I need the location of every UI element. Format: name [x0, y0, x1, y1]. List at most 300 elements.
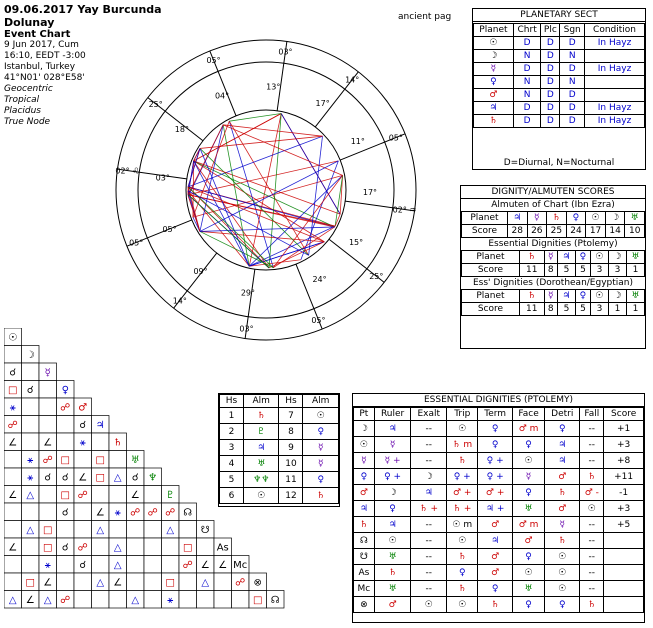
ptolemy-row — [354, 597, 644, 613]
sect-place: D — [541, 89, 560, 102]
ptolemy-cell: ♀ — [512, 485, 544, 501]
dignity-planet: ☉ — [590, 290, 608, 303]
sect-row — [474, 102, 645, 115]
aspect-symbol: ☍ — [60, 595, 71, 607]
ptolemy-cell: -- — [411, 549, 447, 565]
ptolemy-cell: ♀ — [545, 421, 580, 437]
sect-chart: D — [513, 102, 541, 115]
aspect-symbol: ☌ — [44, 472, 52, 484]
ptolemy-cell: ♀ — [354, 469, 375, 485]
ptolemy-cell: ♂ + — [478, 485, 513, 501]
aspect-line — [200, 136, 322, 148]
aspect-grid-cell — [179, 521, 197, 539]
ptolemy-cell: -- — [580, 437, 604, 453]
ptolemy-cell: +3 — [604, 437, 644, 453]
ptolemy-cell: ♀ — [478, 581, 513, 597]
ptolemy-cell: ♄ — [447, 549, 478, 565]
cusp-label: 05° — [206, 56, 221, 66]
chart-option: Placidus — [4, 106, 41, 116]
aspect-grid-cell — [4, 503, 22, 521]
aspect-grid-cell — [39, 381, 57, 399]
aspect-symbol: □ — [43, 525, 53, 537]
alm-header: Alm — [244, 395, 279, 408]
ptolemy-cell — [604, 597, 644, 613]
aspect-symbol: ☌ — [9, 367, 17, 379]
ptolemy-cell: ♄ — [545, 485, 580, 501]
house-number: 4 — [220, 456, 244, 472]
aspect-grid-cell — [109, 451, 127, 469]
ptolemy-cell: -- — [580, 453, 604, 469]
house-number: 1 — [220, 408, 244, 424]
sect-place: D — [541, 50, 560, 63]
aspect-symbol: ☌ — [79, 420, 87, 432]
planet-label: Planet — [462, 251, 520, 264]
aspect-symbol: △ — [113, 560, 122, 572]
dignity-score-row — [462, 264, 645, 277]
aspect-grid-cell — [144, 486, 162, 504]
dignity-score: 11 — [519, 264, 544, 277]
aspect-symbol: ⚹ — [167, 595, 174, 607]
aspect-symbol: □ — [165, 577, 175, 589]
aspect-symbol: □ — [25, 577, 35, 589]
aspect-grid-cell — [22, 363, 40, 381]
aspect-symbol: ☌ — [131, 472, 139, 484]
aspect-grid-cell — [127, 556, 145, 574]
aspect-grid-glyph: ♀ — [61, 385, 69, 397]
ptolemy-cell: ☉ — [545, 581, 580, 597]
ptolemy-row — [354, 437, 644, 453]
aspect-grid-glyph: ☽ — [25, 350, 35, 362]
planet-degree-label: 09° — [193, 266, 208, 276]
ptolemy-cell: ♄ + — [447, 501, 478, 517]
aspect-symbol: △ — [131, 595, 140, 607]
aspect-grid-cell — [4, 346, 22, 364]
aspect-grid-cell — [162, 556, 180, 574]
aspect-grid-cell — [57, 433, 75, 451]
ptolemy-header: Term — [478, 408, 513, 421]
aspect-symbol: □ — [183, 542, 193, 554]
dignity-score: 8 — [544, 303, 557, 316]
almuten-title: Almuten of Chart (Ibn Ezra) — [491, 200, 615, 210]
ptolemy-cell: ♂ — [512, 533, 544, 549]
ptolemy-header: Pt — [354, 408, 375, 421]
ptolemy-cell: ♀ — [478, 437, 513, 453]
ptolemy-cell — [604, 533, 644, 549]
ptolemy-cell: ♄ — [447, 453, 478, 469]
ptolemy-cell: -- — [580, 533, 604, 549]
ptolemy-cell: ♂ — [545, 501, 580, 517]
ptolemy-panel — [352, 393, 645, 623]
dignity-score: 10 — [625, 225, 645, 238]
dignity-planet-row — [462, 290, 645, 303]
sect-header: Chrt — [513, 24, 541, 37]
aspect-symbol: □ — [60, 490, 70, 502]
ptolemy-cell: ☉ — [374, 533, 411, 549]
aspect-line — [335, 175, 342, 226]
ptolemy-cell: ♂ - — [580, 485, 604, 501]
aspect-symbol: □ — [8, 385, 18, 397]
sect-sign: N — [560, 50, 585, 63]
sect-chart: N — [513, 76, 541, 89]
aspect-symbol: □ — [95, 455, 105, 467]
chart-subtitle: Event Chart — [4, 29, 71, 40]
planet-degree-label: 17° — [315, 98, 330, 108]
cusp-label: 03° — [239, 324, 254, 334]
cusp-label: 14° — [172, 296, 187, 306]
cusp-label: 05° — [388, 133, 403, 143]
aspect-grid-cell — [4, 451, 22, 469]
ptolemy-cell: -- — [411, 517, 447, 533]
ptolemy-cell: ♂ — [545, 469, 580, 485]
aspect-grid-glyph: ⊗ — [253, 577, 262, 589]
ptolemy-cell: ♄ + — [411, 501, 447, 517]
ptolemy-row — [354, 565, 644, 581]
ptolemy-cell: ♀ + — [447, 469, 478, 485]
cusp-label: 05° — [311, 315, 326, 325]
aspect-grid-cell — [109, 521, 127, 539]
house-number: 7 — [279, 408, 303, 424]
planet-degree-label: 29° — [240, 288, 256, 298]
house-number: 2 — [220, 424, 244, 440]
aspect-line — [188, 191, 309, 256]
aspect-grid-cell — [39, 416, 57, 434]
dignity-planet: ♃ — [507, 212, 527, 225]
dignity-planet-row — [462, 251, 645, 264]
aspect-grid-cell — [22, 398, 40, 416]
aspect-symbol: △ — [8, 595, 17, 607]
sect-chart: N — [513, 89, 541, 102]
ptolemy-header: Face — [512, 408, 544, 421]
sect-table — [473, 23, 645, 128]
ptolemy-cell: -- — [411, 565, 447, 581]
ptolemy-cell: ☉ — [512, 565, 544, 581]
ptolemy-header: Score — [604, 408, 644, 421]
aspect-grid-cell — [4, 521, 22, 539]
chart-option: Geocentric — [4, 84, 53, 94]
score-label: Score — [462, 225, 508, 238]
ptolemy-cell: ♂ — [478, 565, 513, 581]
cusp-label: 02° ♒ — [392, 205, 417, 215]
ptolemy-cell: +1 — [604, 421, 644, 437]
ptolemy-cell: ☽ — [354, 421, 375, 437]
ptolemy-row — [354, 421, 644, 437]
ptolemy-cell: ♃ + — [478, 501, 513, 517]
ptolemy-cell: ♀ — [478, 421, 513, 437]
aspect-grid-cell — [22, 538, 40, 556]
aspect-line — [194, 161, 250, 266]
aspect-grid-cell — [127, 538, 145, 556]
ptolemy-cell: ♃ — [545, 453, 580, 469]
aspect-symbol: ☍ — [182, 560, 193, 572]
aspect-grid-glyph: Mc — [233, 560, 248, 572]
sect-place: D — [541, 102, 560, 115]
sect-row — [474, 37, 645, 50]
ptolemy-cell: -- — [580, 549, 604, 565]
ptolemy-cell: -- — [580, 421, 604, 437]
aspect-symbol: ⚹ — [27, 455, 34, 467]
sect-chart: D — [513, 63, 541, 76]
ptolemy-cell: ♂ — [374, 597, 411, 613]
sect-planet: ☿ — [474, 63, 514, 76]
ptolemy-row — [354, 533, 644, 549]
sect-condition — [585, 89, 645, 102]
ptolemy-cell: ☽ — [374, 485, 411, 501]
ptolemy-cell: ☿ + — [374, 453, 411, 469]
ptolemy-header: Detri — [545, 408, 580, 421]
aspect-symbol: ☌ — [61, 472, 69, 484]
aspect-symbol: ∠ — [200, 560, 210, 572]
aspect-symbol: ☌ — [61, 542, 69, 554]
dignity-score: 1 — [608, 303, 626, 316]
ptolemy-cell: ♅ — [374, 581, 411, 597]
chart-time: 16:10, EEDT -3:00 — [4, 51, 86, 61]
house-number: 9 — [279, 440, 303, 456]
aspect-grid-cell — [109, 486, 127, 504]
ptolemy-cell: ♄ — [354, 517, 375, 533]
ptolemy-cell: ♀ — [545, 597, 580, 613]
house-almuten: ♃ — [244, 440, 279, 456]
score-label: Score — [462, 303, 520, 316]
ptolemy-cell: ☉ — [447, 597, 478, 613]
planet-degree-label: 11° — [350, 137, 365, 147]
dignity-score: 14 — [605, 225, 625, 238]
sect-chart: D — [513, 37, 541, 50]
dignity-score: 25 — [547, 225, 567, 238]
sect-header: Planet — [474, 24, 514, 37]
aspect-symbol: ∠ — [8, 437, 18, 449]
ptolemy-cell: ♂ + — [447, 485, 478, 501]
house-almuten: ☿ — [303, 456, 339, 472]
aspect-symbol: ☍ — [147, 507, 158, 519]
aspect-symbol: △ — [26, 490, 35, 502]
dignity-score-row — [462, 225, 645, 238]
aspect-grid-cell — [4, 556, 22, 574]
aspect-symbol: △ — [26, 525, 35, 537]
aspect-symbol: ⚹ — [44, 560, 51, 572]
aspect-grid-cell — [57, 556, 75, 574]
aspect-grid-glyph: ☉ — [8, 332, 18, 344]
ptolemy-cell: ♅ — [512, 501, 544, 517]
aspect-grid-glyph: ☿ — [44, 367, 51, 379]
aspect-symbol: ☌ — [61, 507, 69, 519]
house-almuten: ♀ — [303, 472, 339, 488]
sect-condition: In Hayz — [585, 37, 645, 50]
aspect-symbol: ⚹ — [27, 472, 34, 484]
aspect-symbol: ☌ — [26, 385, 34, 397]
sect-planet: ☉ — [474, 37, 514, 50]
aspect-grid-glyph: As — [216, 542, 229, 554]
ptolemy-row — [354, 581, 644, 597]
sect-condition: In Hayz — [585, 63, 645, 76]
dignity-planet: ☽ — [605, 212, 625, 225]
ptolemy-cell: ♃ — [478, 533, 513, 549]
sect-header: Plc — [541, 24, 560, 37]
sect-row — [474, 50, 645, 63]
aspect-symbol: ∠ — [8, 490, 18, 502]
aspect-line — [309, 136, 323, 255]
ptolemy-cell: ♃ — [545, 437, 580, 453]
planet-label: Planet — [462, 290, 520, 303]
ptolemy-cell: -- — [580, 517, 604, 533]
dignity-panel — [460, 185, 646, 349]
aspect-grid-cell — [92, 591, 110, 609]
dignity-score: 1 — [626, 264, 644, 277]
aspect-grid-glyph: ☊ — [270, 595, 280, 607]
dignity-planet: ☿ — [527, 212, 547, 225]
aspect-grid — [4, 328, 304, 624]
planet-degree-label: 17° — [362, 187, 378, 197]
dignity-score: 5 — [575, 264, 590, 277]
ptolemy-cell: As — [354, 565, 375, 581]
ptolemy-cell: ♀ + — [478, 469, 513, 485]
aspect-symbol: ☍ — [130, 507, 141, 519]
dignity-planet: ♀ — [575, 290, 590, 303]
ptolemy-cell: ♀ — [512, 437, 544, 453]
sect-sign: D — [560, 37, 585, 50]
dignity-score: 3 — [590, 303, 608, 316]
sect-planet: ♄ — [474, 115, 514, 128]
aspect-line — [194, 113, 282, 160]
aspect-grid-cell — [39, 398, 57, 416]
cusp-label: 02° ♌ — [115, 166, 140, 176]
aspect-line — [188, 161, 338, 195]
ptolemy-cell: ♄ — [374, 565, 411, 581]
aspect-grid-glyph: ♆ — [148, 472, 158, 484]
aspect-symbol: ∠ — [113, 577, 123, 589]
dignity-score: 26 — [527, 225, 547, 238]
dor-table — [461, 289, 645, 316]
aspect-grid-cell — [22, 503, 40, 521]
aspect-symbol: ☍ — [77, 542, 88, 554]
aspect-grid-glyph: ♂ — [78, 402, 88, 414]
planet-degree-label: 18° — [174, 124, 189, 134]
dignity-score: 24 — [566, 225, 586, 238]
house-number: 10 — [279, 456, 303, 472]
ptolemy-cell: ♀ + — [478, 453, 513, 469]
dignity-planet: ♄ — [547, 212, 567, 225]
aspect-grid-cell — [22, 433, 40, 451]
house-almuten: ☉ — [244, 488, 279, 504]
dignity-score: 3 — [590, 264, 608, 277]
ptolemy-cell: ♅ — [374, 549, 411, 565]
aspect-symbol: △ — [113, 542, 122, 554]
cusp-label: 05° — [129, 238, 144, 248]
ptolemy-header: Fall — [580, 408, 604, 421]
dignity-planet: ☉ — [590, 251, 608, 264]
ptolemy-cell: ☉ — [512, 453, 544, 469]
house-almuten: ♄ — [303, 488, 339, 504]
aspect-line — [200, 227, 335, 231]
house-number: 8 — [279, 424, 303, 440]
dignity-planet: ♅ — [626, 290, 644, 303]
planet-degree-label: 24° — [312, 275, 327, 285]
cusp-label: 14° — [345, 75, 360, 85]
ptolemy-cell: ♀ + — [374, 469, 411, 485]
dignity-score: 28 — [507, 225, 527, 238]
ptolemy-cell: ♀ — [512, 597, 544, 613]
aspect-grid-cell — [127, 573, 145, 591]
planet-degree-label: 05° — [162, 224, 177, 234]
ptolemy-cell: ☉ — [447, 421, 478, 437]
ptolemy-row — [354, 549, 644, 565]
aspect-symbol: □ — [60, 455, 70, 467]
planet-degree-label: 04° — [214, 91, 230, 101]
ptolemy-row — [354, 485, 644, 501]
hs-header: Hs — [279, 395, 303, 408]
dor-title: Ess' Dignities (Dorothean/Egyptian) — [472, 278, 634, 288]
aspect-grid-cell — [127, 521, 145, 539]
sect-sign: D — [560, 102, 585, 115]
ptolemy-row — [354, 453, 644, 469]
ptolemy-cell: +3 — [604, 501, 644, 517]
sect-row — [474, 89, 645, 102]
aspect-grid-cell — [39, 503, 57, 521]
alm-header: Alm — [303, 395, 339, 408]
ptolemy-cell: +5 — [604, 517, 644, 533]
dignity-planet: ☉ — [586, 212, 606, 225]
sect-condition — [585, 50, 645, 63]
aspect-grid-cell — [57, 573, 75, 591]
sect-sign: D — [560, 63, 585, 76]
ptolemy-title: ESSENTIAL DIGNITIES (PTOLEMY) — [353, 394, 644, 407]
dignity-score: 17 — [586, 225, 606, 238]
ptolemy-cell: ♀ — [512, 549, 544, 565]
ptolemy-cell: ☿ — [545, 517, 580, 533]
ptolemy-cell: ♃ — [374, 517, 411, 533]
planet-degree-label: 03° — [155, 173, 170, 183]
sect-condition: In Hayz — [585, 115, 645, 128]
aspect-grid-cell — [214, 591, 232, 609]
dignity-planet: ♅ — [625, 212, 645, 225]
ptolemy-cell — [604, 549, 644, 565]
sect-row — [474, 115, 645, 128]
ptolemy-cell: -- — [411, 581, 447, 597]
ptolemy-row — [354, 517, 644, 533]
house-number: 5 — [220, 472, 244, 488]
sect-sign: D — [560, 89, 585, 102]
aspect-grid-cell — [197, 591, 215, 609]
ptolemy-cell: -- — [411, 437, 447, 453]
aspect-grid-cell — [162, 538, 180, 556]
aspect-symbol: □ — [253, 595, 263, 607]
aspect-grid-glyph: ♅ — [130, 455, 140, 467]
aspect-grid-cell — [214, 573, 232, 591]
planet-label: Planet — [462, 212, 508, 225]
chart-date: 9 Jun 2017, Cum — [4, 40, 79, 50]
aspect-symbol: ⚹ — [9, 402, 16, 414]
dignity-planet: ☽ — [608, 251, 626, 264]
dignity-planet: ☿ — [544, 251, 557, 264]
aspect-grid-cell — [179, 573, 197, 591]
house-number: 3 — [220, 440, 244, 456]
dignity-score: 8 — [544, 264, 557, 277]
sect-planet: ☽ — [474, 50, 514, 63]
aspect-grid-cell — [74, 451, 92, 469]
aspect-symbol: ∠ — [25, 595, 35, 607]
wheel-middle-ring — [138, 62, 394, 318]
aspect-symbol: ☍ — [235, 577, 246, 589]
aspect-symbol: ∠ — [43, 577, 53, 589]
dignity-planet: ♀ — [575, 251, 590, 264]
ptolemy-cell: ♂ — [478, 549, 513, 565]
aspect-grid-glyph: ☋ — [200, 525, 210, 537]
sect-footnote: D=Diurnal, N=Nocturnal — [503, 158, 615, 168]
ptolemy-cell: ♂ m — [512, 517, 544, 533]
aspect-grid-cell — [92, 538, 110, 556]
house-almuten: ♅ — [244, 456, 279, 472]
ptolemy-cell: -- — [411, 453, 447, 469]
house-almuten: ♆♆ — [244, 472, 279, 488]
